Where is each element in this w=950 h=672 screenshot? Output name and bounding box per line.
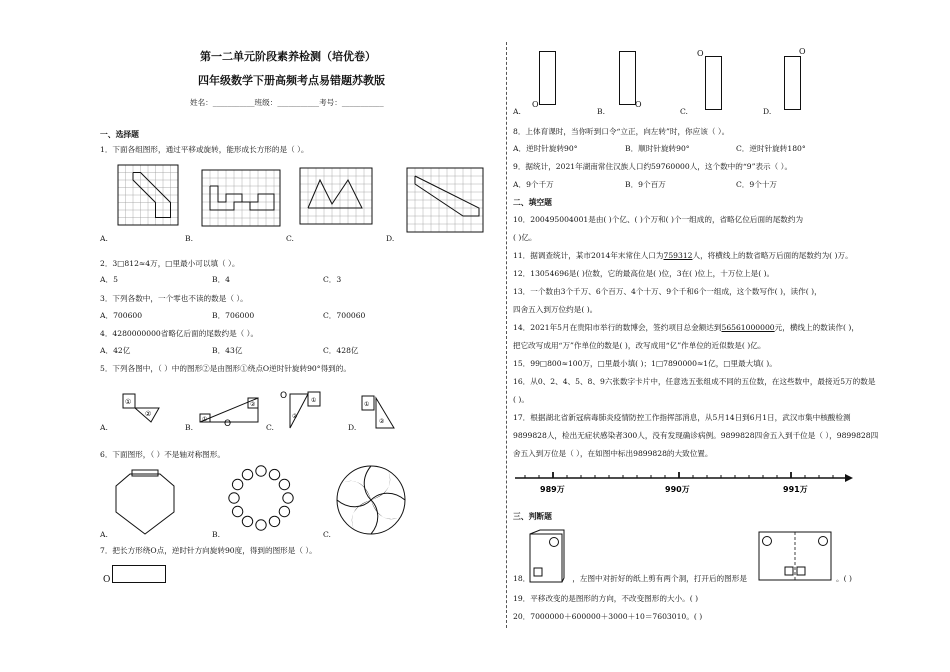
q9-option-c[interactable]: C．9个十万 <box>736 180 778 189</box>
q7-opt-b-o: O <box>635 100 642 109</box>
q14-text-post: 元，横线上的数读作( )， <box>774 323 859 332</box>
q5b-mark-1: ① <box>202 416 208 423</box>
question-19: 19．平移改变的是图形的方向，不改变图形的大小。( ) <box>513 594 699 603</box>
q6-option-c[interactable]: C. <box>323 530 331 539</box>
question-17-line2: 9899828人，检出无症状感染者300人，没有发现确诊病例。9899828四舍五入到千位是（ ），9899828四 <box>513 431 879 440</box>
section-choice: 一、选择题 <box>100 130 139 139</box>
q5a-mark-1: ① <box>125 398 132 406</box>
q11-text-pre: 11．据调查统计，某市2014年末常住人口为 <box>513 251 664 260</box>
question-10-line1: 10．200495004001是由( )个亿、( )个万和( )个一组成的，省略亿位后面的尾数约为 <box>513 215 804 224</box>
q18-text: ，左图中对折好的纸上剪有两个洞，打开后的图形是 <box>572 574 747 583</box>
q7-opt-d-rect <box>784 56 801 110</box>
q6-figure-a <box>112 466 180 536</box>
q1-figure-d <box>407 168 485 234</box>
page-subtitle: 四年级数学下册高频考点易错题苏教版 <box>198 74 385 87</box>
q17-number-line <box>513 466 853 498</box>
question-16-line1: 16．从0、2、4、5、8、9六张数字卡片中，任意选五张组成不同的五位数，在这些数中，最接近5万的数是 <box>513 377 876 386</box>
q3-option-a[interactable]: A．700600 <box>100 311 143 320</box>
q7-opt-d-o: O <box>799 47 806 56</box>
section-fill-blank: 二、填空题 <box>513 198 552 207</box>
student-info-line: 姓名：___________班级：___________考号：___________ <box>190 98 384 107</box>
q7-opt-c-o: O <box>697 49 704 58</box>
q1-figure-c <box>300 168 374 224</box>
axis-label-990: 990万 <box>665 485 690 494</box>
axis-label-991: 991万 <box>783 485 808 494</box>
q14-number: 56561000000 <box>721 323 775 332</box>
q7-option-b[interactable]: B. <box>597 107 605 116</box>
q1-option-b[interactable]: B. <box>185 234 193 243</box>
q1-figure-b <box>202 170 282 226</box>
q1-option-c[interactable]: C. <box>286 234 294 243</box>
q7-point-o: O <box>103 575 111 585</box>
q7-opt-c-rect <box>705 56 722 110</box>
question-3: 3．下列各数中，一个零也不读的数是（ ）。 <box>100 294 248 303</box>
q11-text-post: 人，将横线上的数省略万后面的尾数约为( )万。 <box>692 251 853 260</box>
question-11 <box>513 251 853 261</box>
q5-figure-d <box>358 390 408 434</box>
q9-option-b[interactable]: B．9个百万 <box>625 180 666 189</box>
q6-figure-b <box>226 464 296 534</box>
question-2: 2．3□812≈4万，□里最小可以填（ ）。 <box>100 259 240 268</box>
q5a-mark-2: ② <box>145 410 152 418</box>
question-7: 7．把长方形绕O点，逆时针方向旋转90度，得到的图形是（ ）。 <box>100 546 317 555</box>
q5-figure-b <box>196 392 262 428</box>
question-1: 1．下面各组图形，通过平移或旋转，能形成长方形的是（ ）。 <box>100 145 309 154</box>
q6-option-a[interactable]: A. <box>100 530 108 539</box>
q5d-mark-2: ② <box>379 418 385 425</box>
q5c-point-o: O <box>280 391 288 401</box>
q5b-mark-2: ② <box>250 401 256 408</box>
q2-option-c[interactable]: C．3 <box>323 275 342 284</box>
q2-option-b[interactable]: B．4 <box>212 275 231 284</box>
q4-option-c[interactable]: C．428亿 <box>323 346 359 355</box>
axis-label-989: 989万 <box>540 485 565 494</box>
q5-option-b[interactable]: B. <box>185 423 193 432</box>
q5-option-c[interactable]: C. <box>266 423 274 432</box>
question-4: 4．4280000000省略亿后面的尾数约是（ ）。 <box>100 329 259 338</box>
q5c-mark-1: ① <box>311 397 317 404</box>
question-8: 8．上体育课时，当你听到口令“立正，向左转”时，你应该（ ）。 <box>513 127 730 136</box>
question-10-line2: ( )亿。 <box>513 233 537 242</box>
q7-option-c[interactable]: C. <box>680 107 688 116</box>
question-13-line2: 四舍五入到万位约是( )。 <box>513 305 598 314</box>
q7-option-a[interactable]: A. <box>513 107 521 116</box>
q7-opt-a-rect <box>539 51 556 105</box>
q11-number: 759312 <box>663 251 693 260</box>
q7-rectangle <box>112 565 166 583</box>
question-17-line1: 17．根据湖北省新冠病毒肺炎疫情防控工作指挥部消息，从5月14日到6月1日，武汉市集中核酸检测 <box>513 413 851 422</box>
question-20: 20．7000000＋600000＋3000＋10＝7603010。( ) <box>513 612 703 621</box>
question-12: 12．13054696是( )位数，它的最高位是( )位，3在( )位上，十万位上是( )。 <box>513 269 775 278</box>
q7-option-d[interactable]: D. <box>763 107 772 116</box>
question-16-line2: ( )。 <box>513 395 529 404</box>
q5b-point-o: O <box>224 419 232 429</box>
q1-option-a[interactable]: A. <box>100 234 108 243</box>
section-true-false: 三、判断题 <box>513 512 552 521</box>
q8-option-c[interactable]: C．逆时针旋转180° <box>736 144 806 153</box>
question-6: 6．下面图形，（ ）不是轴对称图形。 <box>100 450 225 459</box>
question-5: 5．下列各图中，（ ）中的图形②是由图形①绕点O逆时针旋转90°得到的。 <box>100 364 351 373</box>
q2-option-a[interactable]: A．5 <box>100 275 118 284</box>
question-15: 15．99□800≈100万，□里最小填( )；1□7890000≈1亿，□里最大填( )。 <box>513 359 777 368</box>
q6-option-b[interactable]: B. <box>212 530 220 539</box>
q7-opt-b-rect <box>619 51 636 105</box>
question-13-line1: 13．一个数由3个千万、6个百万、4个十万、9个千和6个一组成，这个数写作( )，读作( )， <box>513 287 822 296</box>
q4-option-b[interactable]: B．43亿 <box>212 346 243 355</box>
q1-option-d[interactable]: D. <box>386 234 395 243</box>
q5d-mark-1: ① <box>364 401 370 408</box>
q14-text-pre: 14．2021年5月在贵阳市举行的数博会，签约项目总金额达到 <box>513 323 722 332</box>
q8-option-a[interactable]: A．逆时针旋转90° <box>513 144 578 153</box>
q5-figure-a <box>115 390 165 430</box>
q9-option-a[interactable]: A．9个千万 <box>513 180 554 189</box>
question-9: 9．据统计，2021年湖南常住汉族人口约59760000人，这个数中的“9”表示（ ）。 <box>513 162 793 171</box>
question-17-line3: 舍五入到万位是（ ），在如图中标出9899828的大致位置。 <box>513 449 713 458</box>
q7-opt-a-o: O <box>532 100 539 109</box>
q3-option-c[interactable]: C．700060 <box>323 311 366 320</box>
q5-option-d[interactable]: D. <box>348 423 357 432</box>
q3-option-b[interactable]: B．706000 <box>212 311 255 320</box>
q18-answer[interactable]: 。( ) <box>836 574 852 583</box>
q5-option-a[interactable]: A. <box>100 423 108 432</box>
q1-figure-a <box>118 165 180 227</box>
q5-figure-c <box>280 388 330 432</box>
question-14-line2: 把它改写成用“万”作单位的数是( )，改写成用“亿”作单位的近似数是( )亿。 <box>513 341 766 350</box>
column-divider <box>506 42 507 628</box>
q6-figure-c <box>335 464 407 536</box>
q18-opened-paper <box>757 530 835 582</box>
q18-num: 18． <box>513 574 531 583</box>
page-title: 第一二单元阶段素养检测（培优卷） <box>200 50 376 63</box>
question-14 <box>513 323 859 333</box>
q5c-mark-2: ② <box>292 413 298 420</box>
q8-option-b[interactable]: B．顺时针旋转90° <box>625 144 690 153</box>
question-18 <box>513 574 747 584</box>
q4-option-a[interactable]: A．42亿 <box>100 346 131 355</box>
